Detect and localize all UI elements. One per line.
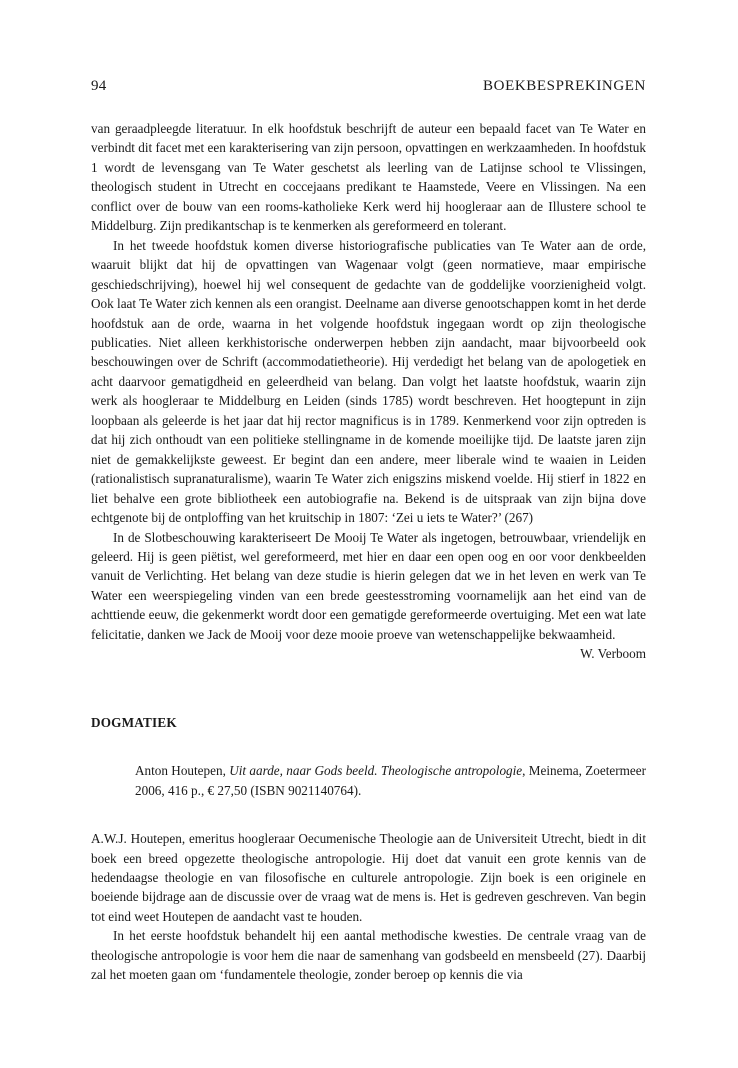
book-reference — [135, 761, 646, 800]
review1-paragraph-3: In de Slotbeschouwing karakteriseert De Mooij Te Water als ingetogen, betrouwbaar, vriendelijk en geleerd. Hij is geen piëtist, wel gereformeerd, met hier en daar een open oog en oor voor denkbeelden vanuit de Verlichting. Het belang van deze studie is hierin gelegen dat we in het leven en werk van Te Water een weerspiegeling vinden van een brede geestesstroming voornamelijk aan het eind van de achttiende eeuw, die gekenmerkt wordt door een gematigde gereformeerde overtuiging. Met een wat late felicitatie, danken we Jack de Mooij voor deze mooie proeve van wetenschappelijke bekwaamheid. — [91, 529, 646, 642]
page-header — [91, 78, 646, 98]
review2-paragraph-2: In het eerste hoofdstuk behandelt hij een aantal methodische kwesties. De centrale vraag van de theologische antropologie is voor hem die naar de samenhang van godsbeeld en mensbeeld (27). Daarbij zal het moeten gaan om ‘fundamentele theologie, zonder beroep op kennis die via — [91, 928, 646, 983]
review1-paragraph-2: In het tweede hoofdstuk komen diverse historiografische publicaties van Te Water aan de orde, waaruit blijkt dat hij de opvattingen van Wagenaar volgt (geen normatieve, maar empirische geschiedschrijving), hoewel hij wel consequent de gedachte van de goddelijke voorzienigheid volgt. Ook laat Te Water zich kennen als een orangist. Deelname aan diverse genootschappen komt in het derde hoofdstuk aan de orde, waarna in het volgende hoofdstuk ingegaan wordt op zijn theologische publicaties. Niet alleen kerkhistorische onderwerpen hebben zijn aandacht, maar bijvoorbeeld ook beschouwingen over de Schrift (accommodatietheorie). Hij verdedigt het belang van de apologetiek en acht daarvoor gematigdheid en geleerdheid van belang. Dan volgt het laatste hoofdstuk, waarin zijn werk als hoogleraar te Middelburg en Leiden (sinds 1785) wordt beschreven. Het hoogtepunt in zijn loopbaan als geleerde is het jaar dat hij rector magnificus is in 1789. Kenmerkend voor zijn optreden is dat hij zich onthoudt van een politieke stellingname in de komende moeilijke tijd. De laatste jaren zijn niet de gemakkelijkste geweest. Er begint dan een andere, meer liberale wind te waaien in Leiden (rationalistisch supranaturalisme), waarin Te Water zich enigszins miskend voelde. Hij stierf in 1822 en liet behalve een grote bibliotheek een autobiografie na. Bekend is de uitspraak van zijn bijna dove echtgenote bij de ontploffing van het kruitschip in 1807: ‘Zei u iets te Water?’ (267) — [91, 237, 646, 526]
reviewer-signature: W. Verboom — [580, 646, 646, 662]
review2 — [91, 829, 646, 985]
book-details: , Meinema, Zoetermeer 2006, 416 p., € 27,50 (ISBN 9021140764). — [135, 763, 646, 798]
page-number: 94 — [91, 78, 107, 94]
section-heading: DOGMATIEK — [91, 714, 177, 730]
running-head: BOEKBESPREKINGEN — [483, 78, 646, 94]
review1-paragraph-1: van geraadpleegde literatuur. In elk hoofdstuk beschrijft de auteur een bepaald facet van Te Water en verbindt dit facet met een karakterisering van zijn persoon, opvattingen en werkzaamheden. In hoofdstuk 1 wordt de levensgang van Te Water geschetst als leerling van de Latijnse school te Vlissingen, theologisch student in Utrecht en coccejaans predikant te Haamstede, Veere en Vlissingen. Na een conflict over de bouw van een rooms-katholieke Kerk werd hij hoogleraar aan de Illustere school te Middelburg. Zijn predikantschap is te kenmerken als gereformeerd en tolerant. — [91, 121, 646, 234]
book-author: Anton Houtepen, — [135, 763, 226, 779]
book-title: Uit aarde, naar Gods beeld. Theologische antropologie — [229, 763, 523, 779]
text-block — [91, 119, 646, 985]
review2-paragraph-1: A.W.J. Houtepen, emeritus hoogleraar Oecumenische Theologie aan de Universiteit Utrecht, biedt in dit boek een breed opgezette theologische antropologie. Hij doet dat vanuit een grote kennis van de hedendaagse theologie en van filosofische en culturele antropologie. Zijn boek is een originele en boeiende bijdrage aan de discussie over de vraag wat de mens is. Het is gedreven geschreven. Van begin tot eind weet Houtepen de aandacht vast te houden. — [91, 831, 646, 924]
